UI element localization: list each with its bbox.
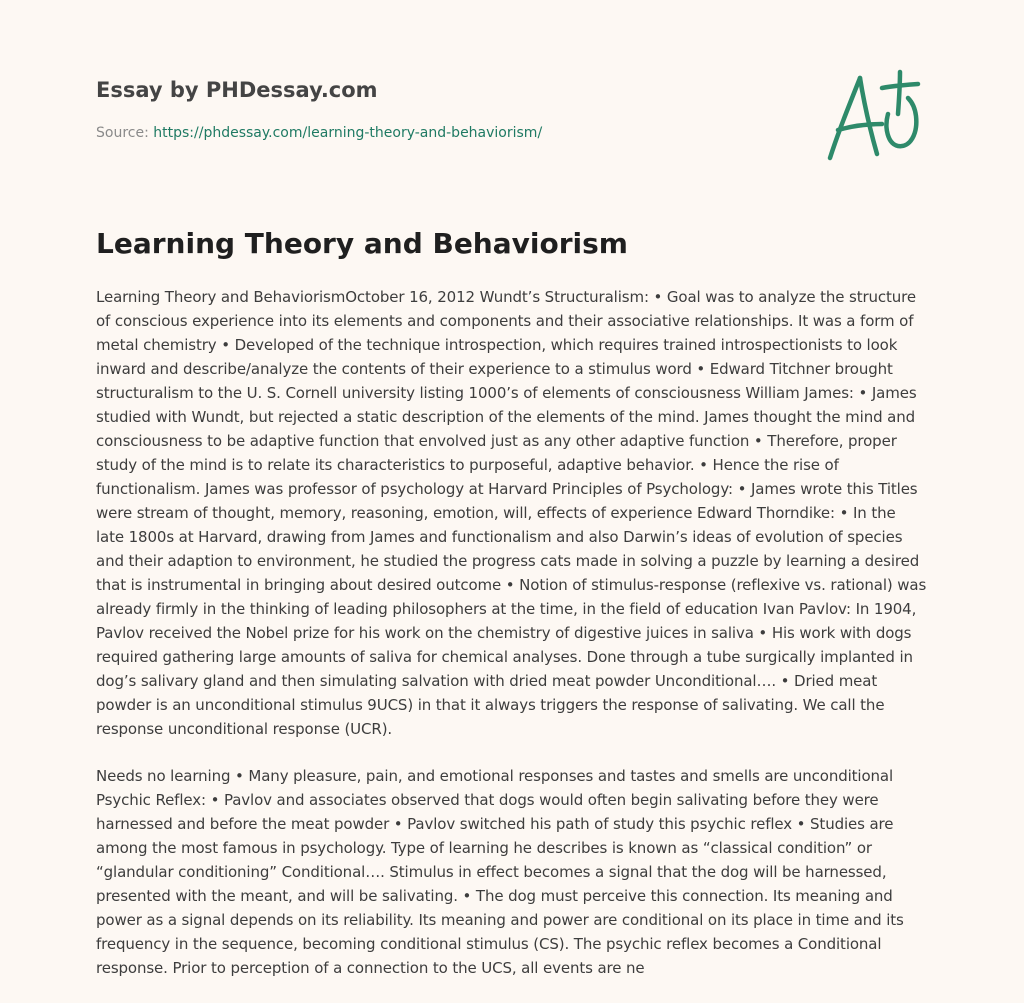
source-label: Source: [96,125,149,141]
essay-paragraph: Learning Theory and BehaviorismOctober 16, 2012 Wundt’s Structuralism: • Goal was to analyze the structure of conscious experience into its elements and components and their associative relationships. It was a form of metal chemistry • Developed of the technique introspection, which requires trained introspectionists to look inward and describe/analyze the contents of their experience to a stimulus word • Edward Titchner brought structuralism to the U. S. Cornell university listing 1000’s of elements of consciousness William James: • James studied with Wundt, but rejected a static description of the elements of the mind. James thought the mind and consciousness to be adaptive function that envolved just as any other adaptive function • Therefore, proper study of the mind is to relate its characteristics to purposeful, adaptive behavior. • Hence the rise of functionalism. James was professor of psychology at Harvard Principles of Psychology: • James wrote this Titles were stream of thought, memory, reasoning, emotion, will, effects of experience Edward Thorndike: • In the late 1800s at Harvard, drawing from James and functionalism and also Darwin’s ideas of evolution of species and their adaption to environment, he studied the progress cats made in solving a puzzle by learning a desired that is instrumental in bringing about desired outcome • Notion of stimulus-response (reflexive vs. rational) was already firmly in the thinking of leading philosophers at the time, in the field of education Ivan Pavlov: In 1904, Pavlov received the Nobel prize for his work on the chemistry of digestive juices in saliva • His work with dogs required gathering large amounts of saliva for chemical analyses. Done through a tube surgically implanted in dog’s salivary gland and then simulating salvation with dried meat powder Unconditional…. • Dried meat powder is an unconditional stimulus 9UCS) in that it always triggers the response of salivating. We call the response unconditional response (UCR). [96,288,927,738]
a-crossbar-stroke [838,124,882,130]
essay-body [96,285,928,1003]
a-plus-grade-icon [822,68,926,164]
source-line [96,123,796,143]
site-brand: Essay by PHDessay.com [96,78,378,102]
a-right-stroke [860,78,877,154]
plus-vertical-stroke [898,72,900,114]
loop-stroke [886,98,916,146]
source-link[interactable]: https://phdessay.com/learning-theory-and-behaviorism/ [153,125,543,141]
a-plus-grade-icon-graphic [822,68,926,164]
site-header [96,74,796,143]
a-left-stroke [830,78,860,158]
essay-title: Learning Theory and Behaviorism [96,227,628,260]
essay-paragraph: Needs no learning • Many pleasure, pain, and emotional responses and tastes and smells are unconditional Psychic Reflex: • Pavlov and associates observed that dogs would often begin salivating before they were harnessed and before the meat powder • Pavlov switched his path of study this psychic reflex • Studies are among the most famous in psychology. Type of learning he describes is known as “classical condition” or “glandular conditioning” Conditional…. Stimulus in effect becomes a signal that the dog will be harnessed, presented with the meant, and will be salivating. • The dog must perceive this connection. Its meaning and power as a signal depends on its reliability. Its meaning and power are conditional on its place in time and its frequency in the sequence, becoming conditional stimulus (CS). The psychic reflex becomes a Conditional response. Prior to perception of a connection to the UCS, all events are ne [96,767,904,977]
